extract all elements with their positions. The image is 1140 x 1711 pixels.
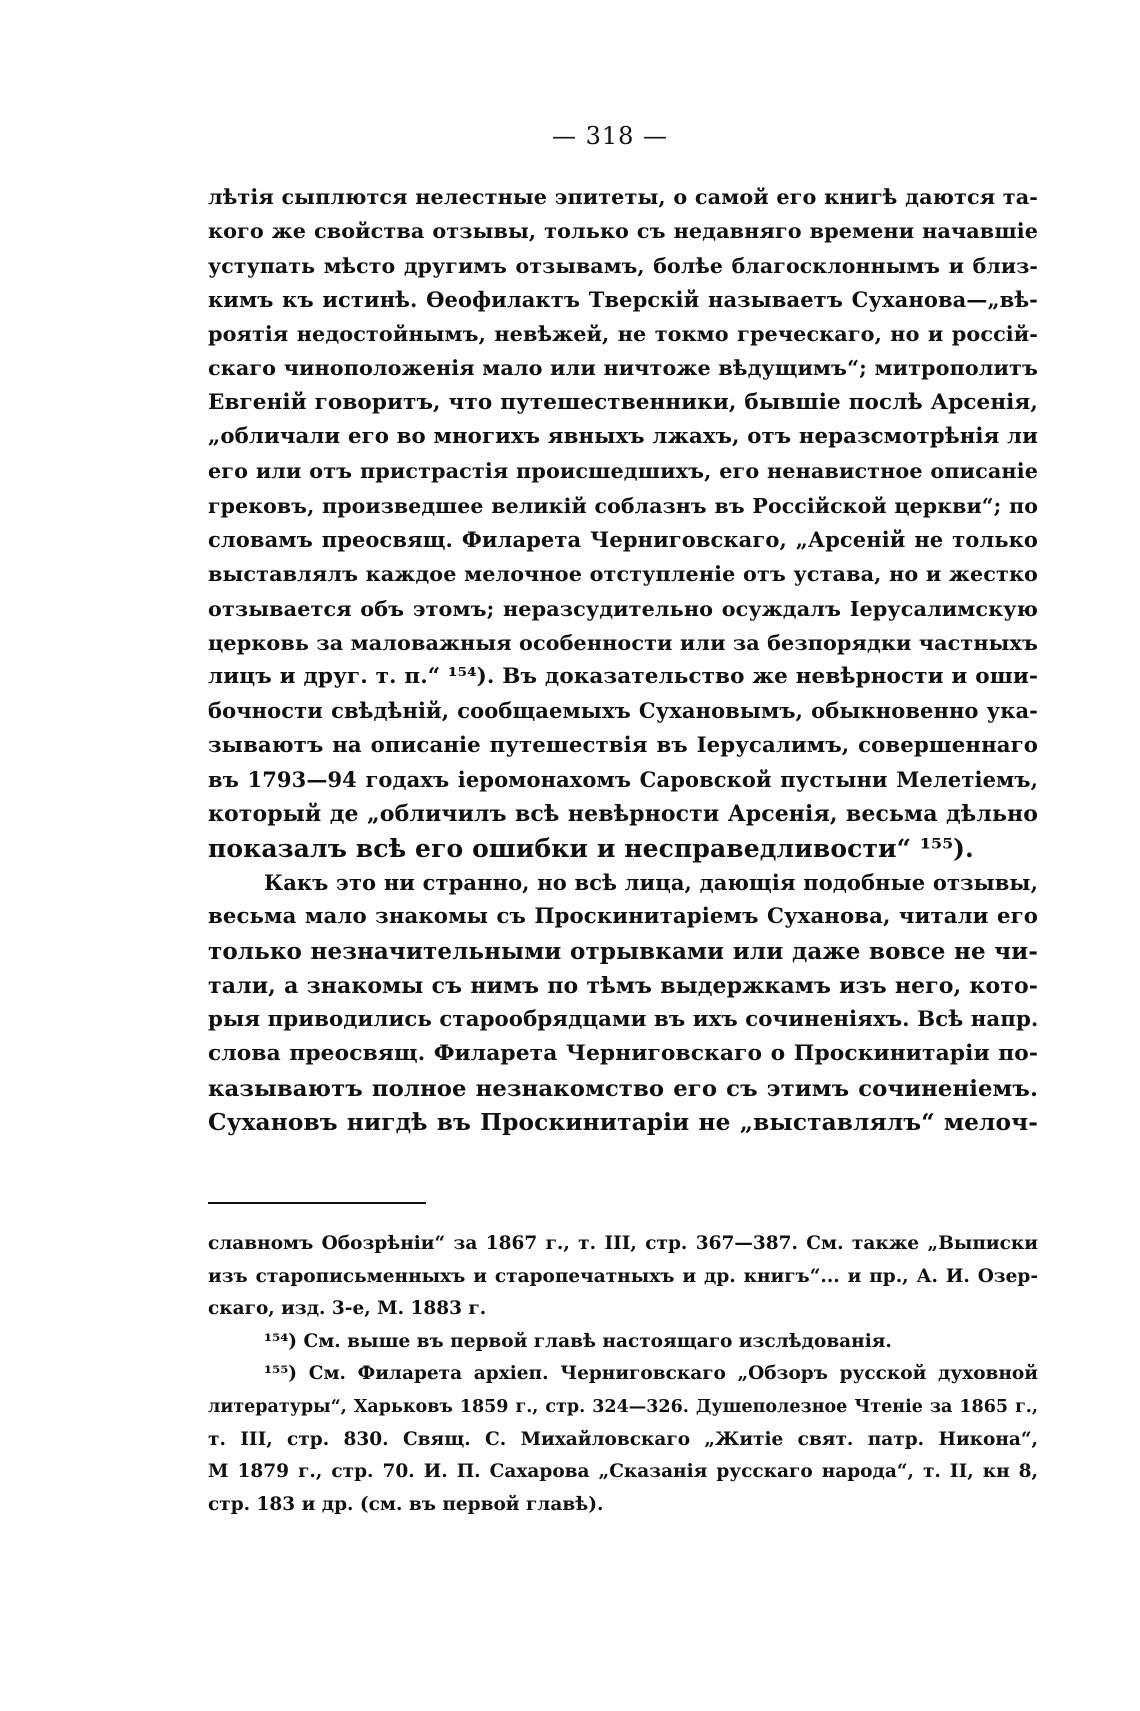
text-line: Сухановъ нигдѣ въ Проскинитаріи не „выставлялъ“ мелоч- xyxy=(208,1109,1038,1137)
text-line: лицъ и друг. т. п.“ ¹⁵⁴). Въ доказательство же невѣрности и оши- xyxy=(208,664,1038,690)
text-line: церковь за маловажныя особенности или за безпорядки частныхъ xyxy=(208,630,1038,655)
text-line: словамъ преосвящ. Филарета Черниговскаго, „Арсеній не только xyxy=(208,526,1038,552)
text-line: показалъ всѣ его ошибки и несправедливости“ ¹⁵⁵). xyxy=(208,833,974,863)
footnote-line: изъ старописьменныхъ и старопечатныхъ и др. книгъ“... и пр., А. И. Озер- xyxy=(208,1265,1038,1287)
page-number: — 318 — xyxy=(551,122,669,150)
text-line: его или отъ пристрастія происшедшихъ, его ненавистное описаніе xyxy=(208,459,1038,484)
text-line: роятія недостойнымъ, невѣжей, не токмо греческаго, но и россій- xyxy=(208,322,1038,347)
text-line: грековъ, произведшее великій соблазнъ въ Россійской церкви“; по xyxy=(208,493,1038,518)
text-line: отзывается объ этомъ; неразсудительно осуждалъ Іерусалимскую xyxy=(208,596,1038,621)
footnote-line: литературы“, Харьковъ 1859 г., стр. 324—326. Душеполезное Чтеніе за 1865 г., xyxy=(208,1396,1038,1417)
text-line: кого же свойства отзывы, только съ недавняго времени начавшіе xyxy=(208,219,1038,244)
text-line: въ 1793—94 годахъ іеромонахомъ Саровской пустыни Мелетіемъ, xyxy=(208,767,1038,793)
footnote-line: скаго, изд. 3-е, М. 1883 г. xyxy=(208,1298,487,1320)
text-line: Евгеній говоритъ, что путешественники, бывшіе послѣ Арсенія, xyxy=(208,389,1038,415)
text-line: казываютъ полное незнакомство его съ этимъ сочиненіемъ. xyxy=(208,1075,1038,1102)
footnote-line: стр. 183 и др. (см. въ первой главѣ). xyxy=(208,1493,604,1515)
footnote-divider xyxy=(208,1202,426,1204)
footnotes xyxy=(208,1228,1038,1521)
text-line: который де „обличилъ всѣ невѣрности Арсенія, весьма дѣльно xyxy=(208,801,1038,828)
text-line: весьма мало знакомы съ Проскинитаріемъ Суханова, читали его xyxy=(208,904,1038,930)
text-line: лѣтія сыплются нелестные эпитеты, о самой его книгѣ даются та- xyxy=(208,185,1038,209)
footnote-154: ¹⁵⁴) См. выше въ первой главѣ настоящаго изслѣдованія. xyxy=(264,1330,892,1352)
text-line: тали, а знакомы съ нимъ по тѣмъ выдержкамъ изъ него, кото- xyxy=(208,972,1038,999)
text-line: скаго чиноположенія мало или ничтоже вѣдущимъ“; митрополитъ xyxy=(208,356,1038,381)
text-line: „обличали его во многихъ явныхъ лжахъ, отъ неразсмотрѣнія ли xyxy=(208,424,1038,450)
text-line: слова преосвящ. Филарета Черниговскаго о Проскинитаріи по- xyxy=(208,1041,1038,1067)
text-line: Какъ это ни странно, но всѣ лица, дающія подобные отзывы, xyxy=(264,869,1038,895)
text-line: выставлялъ каждое мелочное отступленіе отъ устава, но и жестко xyxy=(208,562,1038,587)
text-line: зываютъ на описаніе путешествія въ Іерусалимъ, совершеннаго xyxy=(208,732,1038,758)
text-line: рыя приводились старообрядцами въ ихъ сочиненіяхъ. Всѣ напр. xyxy=(208,1007,1038,1033)
text-line: бочности свѣдѣній, сообщаемыхъ Сухановымъ, обыкновенно ука- xyxy=(208,698,1038,724)
footnote-155: ¹⁵⁵) См. Филарета архіеп. Черниговскаго „Обзоръ русской духовной xyxy=(264,1363,1038,1385)
text-line: уступать мѣсто другимъ отзывамъ, болѣе благосклоннымъ и близ- xyxy=(208,253,1038,278)
footnote-line: М 1879 г., стр. 70. И. П. Сахарова „Сказанія русскаго народа“, т. II, кн 8, xyxy=(208,1461,1038,1483)
footnote-line: славномъ Обозрѣніи“ за 1867 г., т. III, стр. 367—387. См. также „Выписки xyxy=(208,1233,1038,1254)
text-line: кимъ къ истинѣ. Ѳеофилактъ Тверскій называетъ Суханова—„вѣ- xyxy=(208,286,1038,312)
text-line: только незначительными отрывками или даже вовсе не чи- xyxy=(208,937,1038,965)
footnote-line: т. III, стр. 830. Свящ. С. Михайловскаго „Житіе свят. патр. Никона“, xyxy=(208,1428,1038,1450)
main-text xyxy=(208,180,1038,1140)
